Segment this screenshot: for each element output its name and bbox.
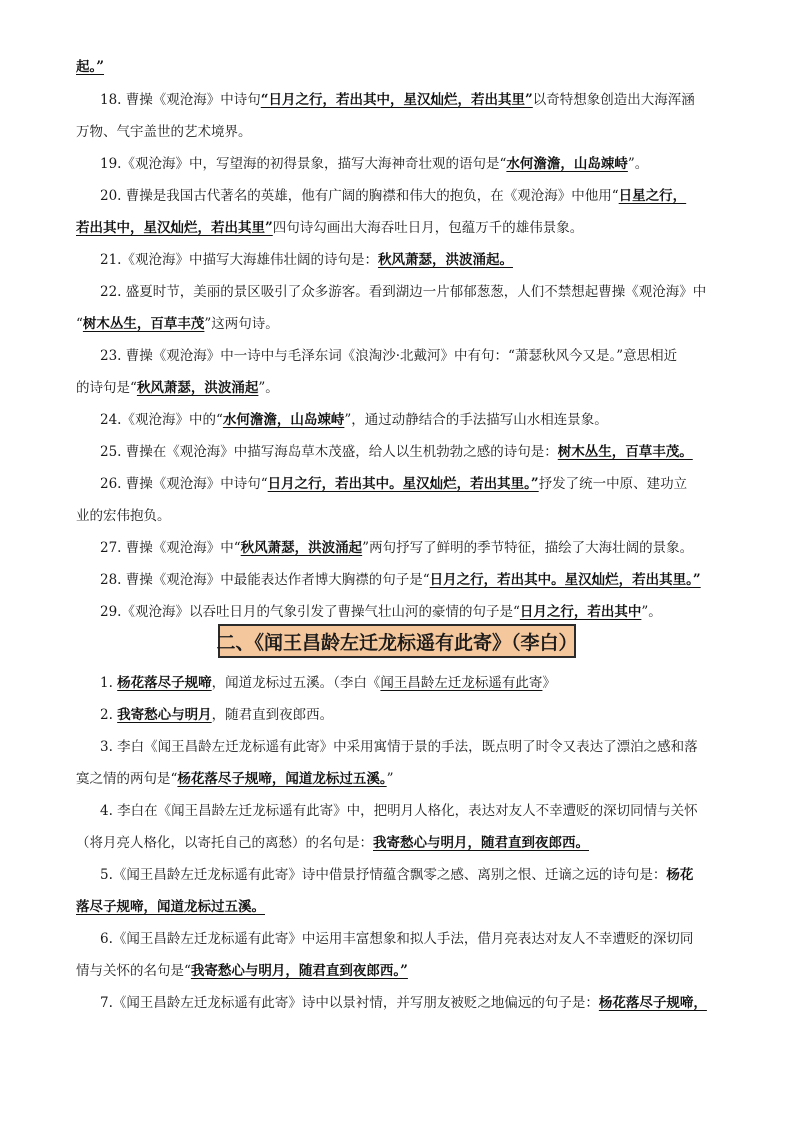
answer-text: 杨花落尽子规啼，闻道龙标过五溪。: [177, 771, 387, 787]
body-text: 业的宏伟抱负。: [76, 508, 171, 524]
body-text: 3. 李白《闻王昌龄左迁龙标遥有此寄》中采用寓情于景的手法，既点明了时令又表达了漂泊之感和落: [100, 739, 698, 755]
answer-text: 日月之行，若出其中。星汉灿烂，若出其里。”: [429, 572, 701, 588]
text-line-11: [100, 411, 730, 429]
emphasis-text: 杨花: [666, 867, 694, 883]
answer-text: 杨花落尽子规啼: [117, 675, 212, 691]
text-line-10: [76, 379, 730, 397]
text-line-21: [76, 770, 730, 788]
body-text: 18. 曹操《观沧海》中诗句: [100, 92, 261, 108]
answer-text: 日月之行，若出其中: [519, 604, 642, 620]
text-line-23: [76, 834, 730, 852]
body-text: 20. 曹操是我国古代著名的英雄，他有广阔的胸襟和伟大的抱负，在《观沧海》中他用“: [100, 188, 619, 204]
body-text: 19.《观沧海》中，写望海的初得景象，描写大海神奇壮观的语句是“: [100, 156, 507, 172]
text-line-14: [76, 507, 730, 525]
body-text: ”这两句诗。: [204, 316, 279, 332]
body-text: 7.《闻王昌龄左迁龙标遥有此寄》诗中以景衬情，并写朋友被贬之地偏远的句子是：: [100, 995, 599, 1011]
text-line-15: [100, 539, 730, 557]
answer-text: 我寄愁心与明月: [117, 707, 212, 723]
body-text: ，闻道龙标过五溪。（李白《: [211, 675, 381, 691]
text-line-3: [100, 155, 730, 173]
body-text: 26. 曹操《观沧海》中诗句“: [100, 476, 268, 492]
text-line-7: [100, 283, 730, 301]
body-text: 5.《闻王昌龄左迁龙标遥有此寄》诗中借景抒情蕴含飘零之感、离别之恨、迁谪之远的诗句是：: [100, 867, 667, 883]
answer-text: 日星之行，: [618, 188, 687, 204]
text-line-9: [100, 347, 730, 365]
text-line-4: [100, 187, 730, 205]
body-text: 23. 曹操《观沧海》中一诗中与毛泽东词《浪淘沙·北戴河》中有句：“萧瑟秋风今又是。”意思相近: [100, 348, 678, 364]
text-line-18: [100, 674, 730, 692]
body-text: 以奇特想象创造出大海浑涵: [532, 92, 695, 108]
body-text: 21.《观沧海》中描写大海雄伟壮阔的诗句是：: [100, 252, 378, 268]
answer-text: 若出其中，星汉灿烂，若出其里”: [76, 220, 273, 236]
section-heading: 二、《闻王昌龄左迁龙标遥有此寄》（李白）: [218, 624, 576, 658]
answer-text: 树木丛生，百草丰茂: [82, 316, 205, 332]
text-line-20: [100, 738, 730, 756]
answer-text: 秋风萧瑟，洪波涌起: [136, 380, 259, 396]
body-text: 情与关怀的名句是“: [76, 963, 191, 979]
answer-text: 秋风萧瑟，洪波涌起。: [377, 252, 513, 268]
answer-text: 闻王昌龄左迁龙标遥有此寄: [380, 675, 543, 691]
body-text: 6.《闻王昌龄左迁龙标遥有此寄》中运用丰富想象和拟人手法，借月亮表达对友人不幸遭贬的深切同: [100, 931, 694, 947]
answer-text: 起。”: [76, 59, 105, 75]
body-text: 29.《观沧海》以吞吐日月的气象引发了曹操气壮山河的豪情的句子是“: [100, 604, 520, 620]
body-text: 的诗句是“: [76, 380, 137, 396]
body-text: ”。: [627, 156, 649, 172]
text-line-13: [100, 475, 730, 493]
answer-text: 水何澹澹，山岛竦峙: [506, 156, 628, 172]
answer-text: 我寄愁心与明月，随君直到夜郎西。”: [190, 963, 408, 979]
body-text: 抒发了统一中原、建功立: [538, 476, 688, 492]
body-text: 2.: [100, 707, 118, 723]
text-line-16: [100, 571, 730, 589]
body-text: “: [76, 316, 83, 332]
text-line-8: [76, 315, 730, 333]
answer-text: 日月之行，若出其中。星汉灿烂，若出其里。”: [267, 476, 539, 492]
body-text: ”两句抒写了鲜明的季节特征，描绘了大海壮阔的景象。: [362, 540, 694, 556]
text-line-26: [100, 930, 730, 948]
body-text: ”，通过动静结合的手法描写山水相连景象。: [344, 412, 608, 428]
text-line-17: [100, 603, 730, 621]
text-line-5: [76, 219, 730, 237]
text-line-19: [100, 706, 730, 724]
body-text: 1.: [100, 675, 118, 691]
body-text: ”: [386, 771, 394, 787]
text-line-1: [100, 91, 730, 109]
text-line-28: [100, 994, 730, 1012]
body-text: 25. 曹操在《观沧海》中描写海岛草木茂盛，给人以生机勃勃之感的诗句是：: [100, 444, 558, 460]
body-text: 4. 李白在《闻王昌龄左迁龙标遥有此寄》中，把明月人格化，表达对友人不幸遭贬的深切同情与关怀: [100, 803, 698, 819]
body-text: 寞之情的两句是“: [76, 771, 178, 787]
text-line-0: [76, 58, 730, 76]
body-text: 四句诗勾画出大海吞吐日月，包蕴万千的雄伟景象。: [272, 220, 584, 236]
answer-text: 树木丛生，百草丰茂。: [557, 444, 693, 460]
answer-text: “日月之行，若出其中，星汉灿烂，若出其里”: [260, 92, 533, 108]
text-line-25: [76, 898, 730, 916]
answer-text: 杨花落尽子规啼，: [598, 995, 707, 1011]
body-text: 》: [542, 675, 556, 691]
text-line-6: [100, 251, 730, 269]
body-text: 27. 曹操《观沧海》中“: [100, 540, 241, 556]
text-line-12: [100, 443, 730, 461]
body-text: 万物、气宇盖世的艺术境界。: [76, 124, 252, 140]
text-line-27: [76, 962, 730, 980]
body-text: （将月亮人格化，以寄托自己的离愁）的名句是：: [76, 835, 373, 851]
body-text: ，随君直到夜郎西。: [211, 707, 334, 723]
body-text: 28. 曹操《观沧海》中最能表达作者博大胸襟的句子是“: [100, 572, 430, 588]
answer-text: 落尽子规啼，闻道龙标过五溪。: [76, 899, 265, 915]
text-line-2: [76, 123, 730, 141]
answer-text: 水何澹澹，山岛竦峙: [222, 412, 345, 428]
answer-text: 秋风萧瑟，洪波涌起: [240, 540, 363, 556]
body-text: ”。: [641, 604, 662, 620]
text-line-24: [100, 866, 730, 884]
body-text: ”。: [258, 380, 279, 396]
answer-text: 我寄愁心与明月，随君直到夜郎西。: [373, 835, 589, 851]
body-text: 22. 盛夏时节，美丽的景区吸引了众多游客。看到湖边一片郁郁葱葱，人们不禁想起曹操《观沧海》中: [100, 284, 707, 300]
body-text: 24.《观沧海》中的“: [100, 412, 223, 428]
text-line-22: [100, 802, 730, 820]
